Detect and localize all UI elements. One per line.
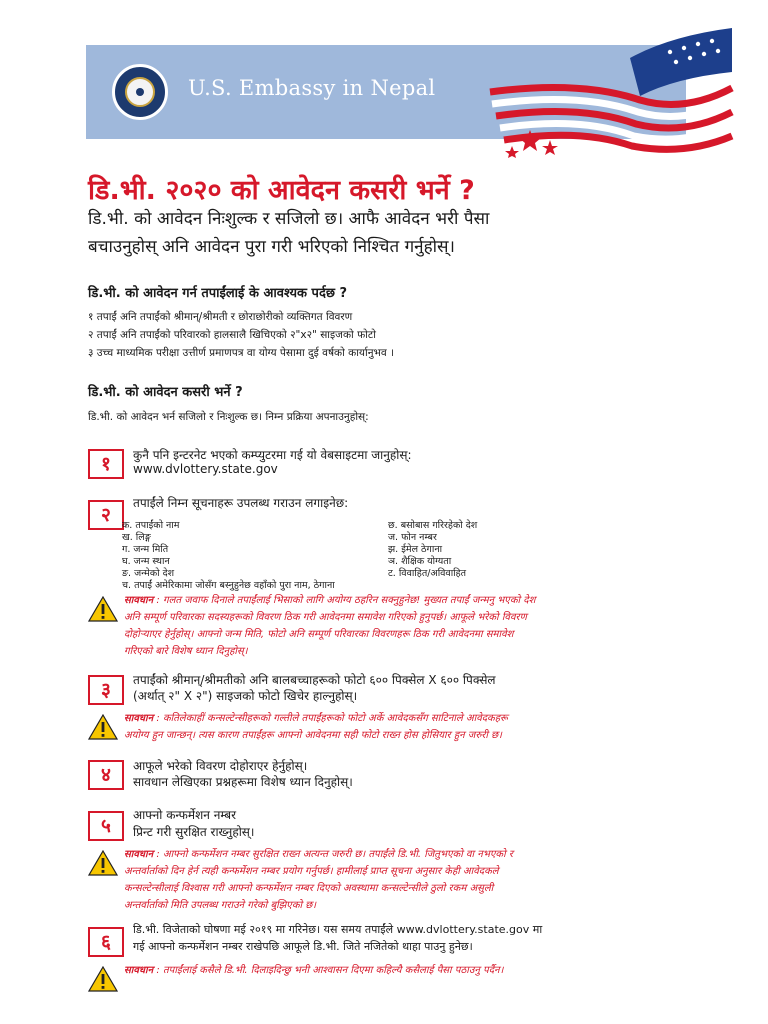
field-item: ग. जन्म मिति — [122, 544, 169, 555]
american-flag-icon — [470, 18, 740, 158]
step-6-line-1: डि.भी. विजेताको घोषणा मई २०१९ मा गरिनेछ। यस समय तपाईंले www.dvlottery.state.gov मा — [133, 923, 543, 936]
step-6-line-2: गई आफ्नो कन्फर्मेशन नम्बर राखेपछि आफूले डि.भी. जिते नजितेको थाहा पाउनु हुनेछ। — [133, 940, 473, 953]
field-item: घ. जन्म स्थान — [122, 556, 170, 567]
field-item: ज. फोन नम्बर — [388, 532, 437, 543]
warning-label: सावधान — [124, 849, 154, 860]
field-item: ख. लिङ्ग — [122, 532, 151, 543]
warning-text-1: सावधान : गलत जवाफ दिनाले तपाईंलाई भिसाको लागि अयोग्य ठहरिन सक्नुहुनेछ! मुख्यत तपाईं जन्मनु भएको देश अनि सम्पूर्ण परिवारका सदस्यहरूको विवरण ठिक गरी आवेदनमा समावेश गरिएको हुनुपर्छ। आफूले भरेको विवरण दोहोऱ्याएर हेर्नुहोस्। आफ्नो जन्म मिति, फोटो अनि सम्पूर्ण परिवारका विवरणहरू ठिक गरी आवेदनमा समावेश गरिएको बारे विशेष ध्यान दिनुहोस्। — [124, 595, 536, 657]
field-item: छ. बसोबास गरिरहेको देश — [388, 520, 478, 531]
warning-label: सावधान — [124, 713, 154, 724]
step-2-line-1: तपाईंले निम्न सूचनाहरू उपलब्ध गराउन लगाइनेछ: — [133, 496, 349, 510]
step-5-line-2: प्रिन्ट गरी सुरक्षित राख्नुहोस्। — [133, 825, 255, 839]
step-1-url: www.dvlottery.state.gov — [133, 462, 278, 476]
field-item: झ. ईमेल ठेगाना — [388, 544, 443, 555]
warning-icon — [88, 714, 118, 740]
step-number-1: १ — [88, 449, 124, 479]
intro-line-1: डि.भी. को आवेदन निःशुल्क र सजिलो छ। आफै आवेदन भरी पैसा — [88, 209, 490, 229]
warning-icon — [88, 596, 118, 622]
requirement-item: ३ उच्च माध्यमिक परीक्षा उत्तीर्ण प्रमाणपत्र वा योग्य पेसामा दुई वर्षको कार्यानुभव । — [88, 347, 395, 359]
field-item: क. तपाईंको नाम — [122, 520, 180, 531]
how-to-heading: डि.भी. को आवेदन कसरी भर्ने ? — [88, 385, 243, 400]
step-1-line-1: कुनै पनि इन्टरनेट भएको कम्प्युटरमा गई यो वेबसाइटमा जानुहोस्: — [133, 448, 412, 462]
step-number-6: ६ — [88, 927, 124, 957]
warning-text-3: सावधान : आफ्नो कन्फर्मेशन नम्बर सुरक्षित राख्न अत्यन्त जरुरी छ। तपाईंले डि.भी. जितुभएको वा नभएको र अन्तर्वार्ताको दिन हेर्न त्यही कन्फर्मेशन नम्बर प्रयोग गर्नुपर्छ। हामीलाई प्राप्त सूचना अनुसार केही आवेदकले कन्सल्टेन्सीलाई विश्वास गरी आफ्नो कन्फर्मेशन नम्बर दिएको अवस्थामा कन्सल्टेन्सीले ठुलो रकम असुली अन्तर्वार्ताको मिति उपलब्ध गराउने गरेको बुझिएको छ। — [124, 849, 513, 911]
warning-label: सावधान — [124, 595, 154, 606]
intro-line-2: बचाउनुहोस् अनि आवेदन पुरा गरी भरिएको निश्चित गर्नुहोस्। — [88, 237, 455, 257]
step-number-4: ४ — [88, 760, 124, 790]
step-number-3: ३ — [88, 675, 124, 705]
field-item: ङ. जन्मेको देश — [122, 568, 175, 579]
page-title: डि.भी. २०२० को आवेदन कसरी भर्ने ? — [88, 175, 475, 206]
step-number-2: २ — [88, 500, 124, 530]
field-item: ट. विवाहित/अविवाहित — [388, 568, 467, 579]
warning-text-4: सावधान : तपाईंलाई कसैले डि.भी. दिलाइदिन्छु भनी आश्वासन दिएमा कहिल्यै कसैलाई पैसा पठाउनु पर्दैन। — [124, 965, 504, 976]
warning-text-2: सावधान : कतिलेकाहीं कन्सल्टेन्सीहरूको गल्तीले तपाईंहरूको फोटो अर्के आवेदकसँग साटिनाले आवेदकहरू अयोग्य हुन जान्छन्। त्यस कारण तपाईंहरू आफ्नो आवेदनमा सही फोटो राख्न होस होसियार हुन जरुरी छ। — [124, 713, 508, 741]
step-4-line-1: आफूले भरेको विवरण दोहोराएर हेर्नुहोस्। — [133, 759, 308, 773]
embassy-name: U.S. Embassy in Nepal — [188, 76, 436, 100]
how-to-intro: डि.भी. को आवेदन भर्न सजिलो र निःशुल्क छ। निम्न प्रक्रिया अपनाउनुहोस्: — [88, 411, 369, 423]
requirements-heading: डि.भी. को आवेदन गर्न तपाईंलाई के आवश्यक पर्दछ ? — [88, 286, 348, 301]
field-item: ञ. शैक्षिक योग्यता — [388, 556, 452, 567]
requirement-item: १ तपाईं अनि तपाईंको श्रीमान्/श्रीमती र छोराछोरीको व्यक्तिगत विवरण — [88, 311, 353, 323]
warning-icon — [88, 966, 118, 992]
embassy-seal-icon — [112, 64, 168, 120]
step-number-5: ५ — [88, 811, 124, 841]
step-3-line-2: (अर्थात् २" X २") साइजको फोटो खिचेर हाल्नुहोस्। — [133, 689, 358, 703]
step-5-line-1: आफ्नो कन्फर्मेशन नम्बर — [133, 808, 237, 822]
step-4-line-2: सावधान लेखिएका प्रश्नहरूमा विशेष ध्यान दिनुहोस्। — [133, 775, 353, 789]
requirement-item: २ तपाईं अनि तपाईंको परिवारको हालसालै खिचिएको २"x२" साइजको फोटो — [88, 329, 376, 341]
warning-icon — [88, 850, 118, 876]
field-item: च. तपाईं अमेरिकामा जोसँग बस्नुहुनेछ वहाँको पुरा नाम, ठेगाना — [122, 580, 335, 591]
warning-label: सावधान — [124, 965, 154, 976]
step-3-line-1: तपाईंको श्रीमान्/श्रीमतीको अनि बालबच्चाहरूको फोटो ६०० पिक्सेल X ६०० पिक्सेल — [133, 673, 496, 687]
